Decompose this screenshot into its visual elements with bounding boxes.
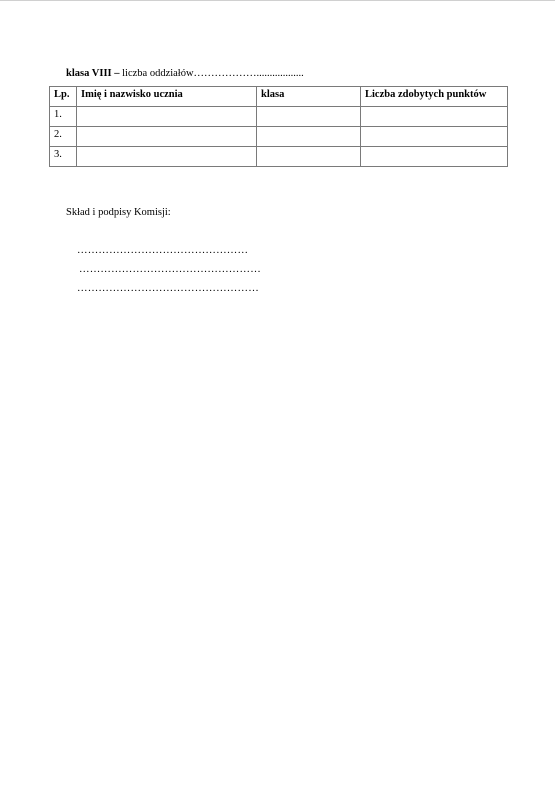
row-number: 1.: [50, 107, 77, 127]
student-name-cell: [77, 147, 257, 167]
column-header-points: Liczba zdobytych punktów: [361, 87, 508, 107]
table-header-row: [50, 87, 508, 107]
class-cell: [257, 147, 361, 167]
points-cell: [361, 127, 508, 147]
points-cell: [361, 107, 508, 127]
signature-line: ……………………………………………: [77, 283, 259, 294]
class-cell: [257, 127, 361, 147]
column-header-student-name: Imię i nazwisko ucznia: [77, 87, 257, 107]
class-label: klasa VIII –: [66, 68, 120, 79]
signature-line: ……………………………………………: [79, 264, 261, 275]
row-number: 2.: [50, 127, 77, 147]
table-row: [50, 127, 508, 147]
points-cell: [361, 147, 508, 167]
table-row: [50, 107, 508, 127]
commission-signatures-label: Skład i podpisy Komisji:: [66, 207, 171, 218]
class-heading: [66, 67, 304, 80]
column-header-lp: Lp.: [50, 87, 77, 107]
page-top-border: [0, 0, 555, 1]
table-row: [50, 147, 508, 167]
branches-label: liczba oddziałów………………..................: [122, 68, 304, 79]
class-cell: [257, 107, 361, 127]
column-header-class: klasa: [257, 87, 361, 107]
student-name-cell: [77, 107, 257, 127]
results-table: [49, 86, 508, 167]
student-name-cell: [77, 127, 257, 147]
signature-line: …………………………………………: [77, 245, 249, 256]
row-number: 3.: [50, 147, 77, 167]
